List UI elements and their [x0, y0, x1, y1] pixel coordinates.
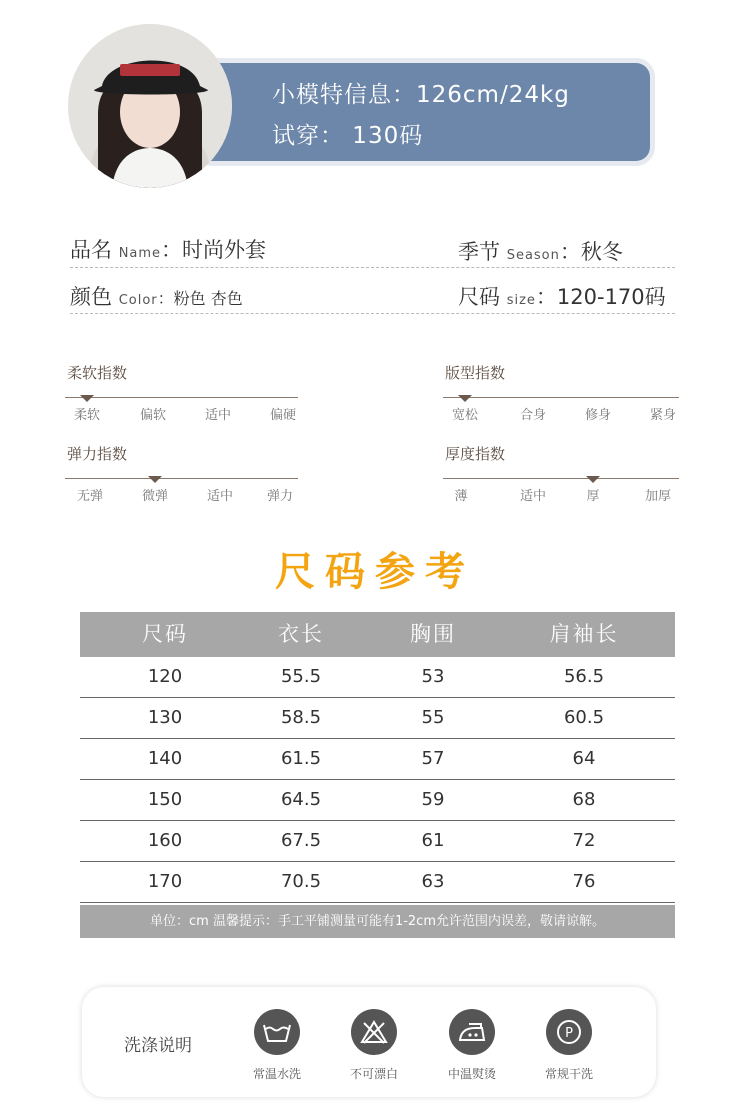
try-on-text: 试穿： 130码: [272, 123, 424, 149]
wash-label: 常温水洗: [252, 1067, 301, 1081]
model-avatar: [68, 24, 232, 188]
table-cell: 68: [572, 789, 596, 810]
table-cell: 60.5: [563, 707, 605, 728]
table-cell: 70.5: [280, 871, 322, 892]
product-size: 尺码 size：120-170码: [458, 285, 666, 309]
table-cell: 72: [572, 830, 596, 851]
size-chart-title: 尺码参考: [275, 549, 475, 595]
table-cell: 140: [147, 748, 183, 769]
table-row: [80, 657, 675, 698]
wash-item: [237, 1009, 317, 1082]
column-header: 胸围: [410, 622, 456, 646]
divider: [70, 267, 675, 268]
index-label: 加厚: [644, 489, 672, 504]
no-bleach-icon: [351, 1009, 397, 1055]
table-cell: 63: [421, 871, 445, 892]
index-label: 无弹: [76, 489, 104, 504]
wash-label: 中温熨烫: [447, 1067, 496, 1081]
table-cell: 61.5: [280, 748, 322, 769]
index-label: 修身: [584, 408, 612, 423]
index-marker: [586, 476, 600, 483]
table-cell: 55: [421, 707, 445, 728]
index-scale: [65, 478, 298, 479]
iron-icon: [449, 1009, 495, 1055]
table-header: [80, 612, 675, 657]
wash-item: [432, 1009, 512, 1082]
table-row: [80, 780, 675, 821]
index-marker: [458, 395, 472, 402]
table-cell: 55.5: [280, 666, 322, 687]
wash-label: 常规干洗: [544, 1067, 593, 1081]
table-cell: 67.5: [280, 830, 322, 851]
wash-instructions-card: [82, 987, 656, 1097]
index-marker: [148, 476, 162, 483]
table-cell: 160: [147, 830, 183, 851]
table-cell: 56.5: [563, 666, 605, 687]
index-label: 合身: [519, 408, 547, 423]
size-note: 单位：cm 温馨提示：手工平铺测量可能有1-2cm允许范围内误差，敬请谅解。: [80, 905, 675, 938]
table-cell: 59: [421, 789, 445, 810]
table-row: [80, 698, 675, 739]
index-label: 弹力: [266, 489, 294, 504]
index-title: 厚度指数: [445, 445, 506, 463]
index-scale: [65, 397, 298, 398]
table-cell: 64: [572, 748, 596, 769]
table-cell: 150: [147, 789, 183, 810]
table-row: [80, 821, 675, 862]
column-header: 肩袖长: [549, 622, 619, 646]
table-cell: 53: [421, 666, 445, 687]
wash-title: 洗涤说明: [124, 1036, 192, 1056]
index-label: 厚: [586, 489, 600, 504]
product-color: 颜色 Color：粉色 杏色: [70, 285, 243, 309]
index-label: 微弹: [141, 489, 169, 504]
index-label: 偏硬: [269, 408, 297, 423]
wash-item: [529, 1009, 609, 1082]
product-name: 品名 Name：时尚外套: [70, 238, 267, 262]
index-label: 偏软: [139, 408, 167, 423]
index-label: 紧身: [649, 408, 677, 423]
index-title: 弹力指数: [67, 445, 128, 463]
table-cell: 76: [572, 871, 596, 892]
index-label: 宽松: [451, 408, 479, 423]
column-header: 衣长: [278, 622, 324, 646]
svg-text:P: P: [565, 1026, 573, 1041]
size-table: [80, 612, 675, 903]
table-cell: 170: [147, 871, 183, 892]
table-cell: 58.5: [280, 707, 322, 728]
table-cell: 130: [147, 707, 183, 728]
wash-item: [334, 1009, 414, 1082]
wash-tub-icon: [254, 1009, 300, 1055]
divider: [70, 313, 675, 314]
index-label: 适中: [206, 489, 234, 504]
table-row: [80, 739, 675, 780]
product-season: 季节 Season：秋冬: [458, 240, 623, 264]
model-info-text: 小模特信息：126cm/24kg: [272, 82, 570, 108]
index-label: 适中: [519, 489, 547, 504]
table-row: [80, 862, 675, 903]
table-cell: 120: [147, 666, 183, 687]
index-title: 版型指数: [445, 364, 506, 382]
dry-clean-icon: [546, 1009, 592, 1055]
index-title: 柔软指数: [67, 364, 128, 382]
index-label: 柔软: [73, 408, 101, 423]
table-cell: 61: [421, 830, 445, 851]
table-cell: 64.5: [280, 789, 322, 810]
wash-label: 不可漂白: [349, 1067, 398, 1081]
table-cell: 57: [421, 748, 445, 769]
index-scale: [443, 397, 679, 398]
column-header: 尺码: [142, 622, 188, 646]
index-label: 适中: [204, 408, 232, 423]
model-info-banner: [198, 63, 650, 161]
index-marker: [80, 395, 94, 402]
index-scale: [443, 478, 679, 479]
index-label: 薄: [454, 489, 468, 504]
model-photo-icon: [68, 24, 232, 188]
